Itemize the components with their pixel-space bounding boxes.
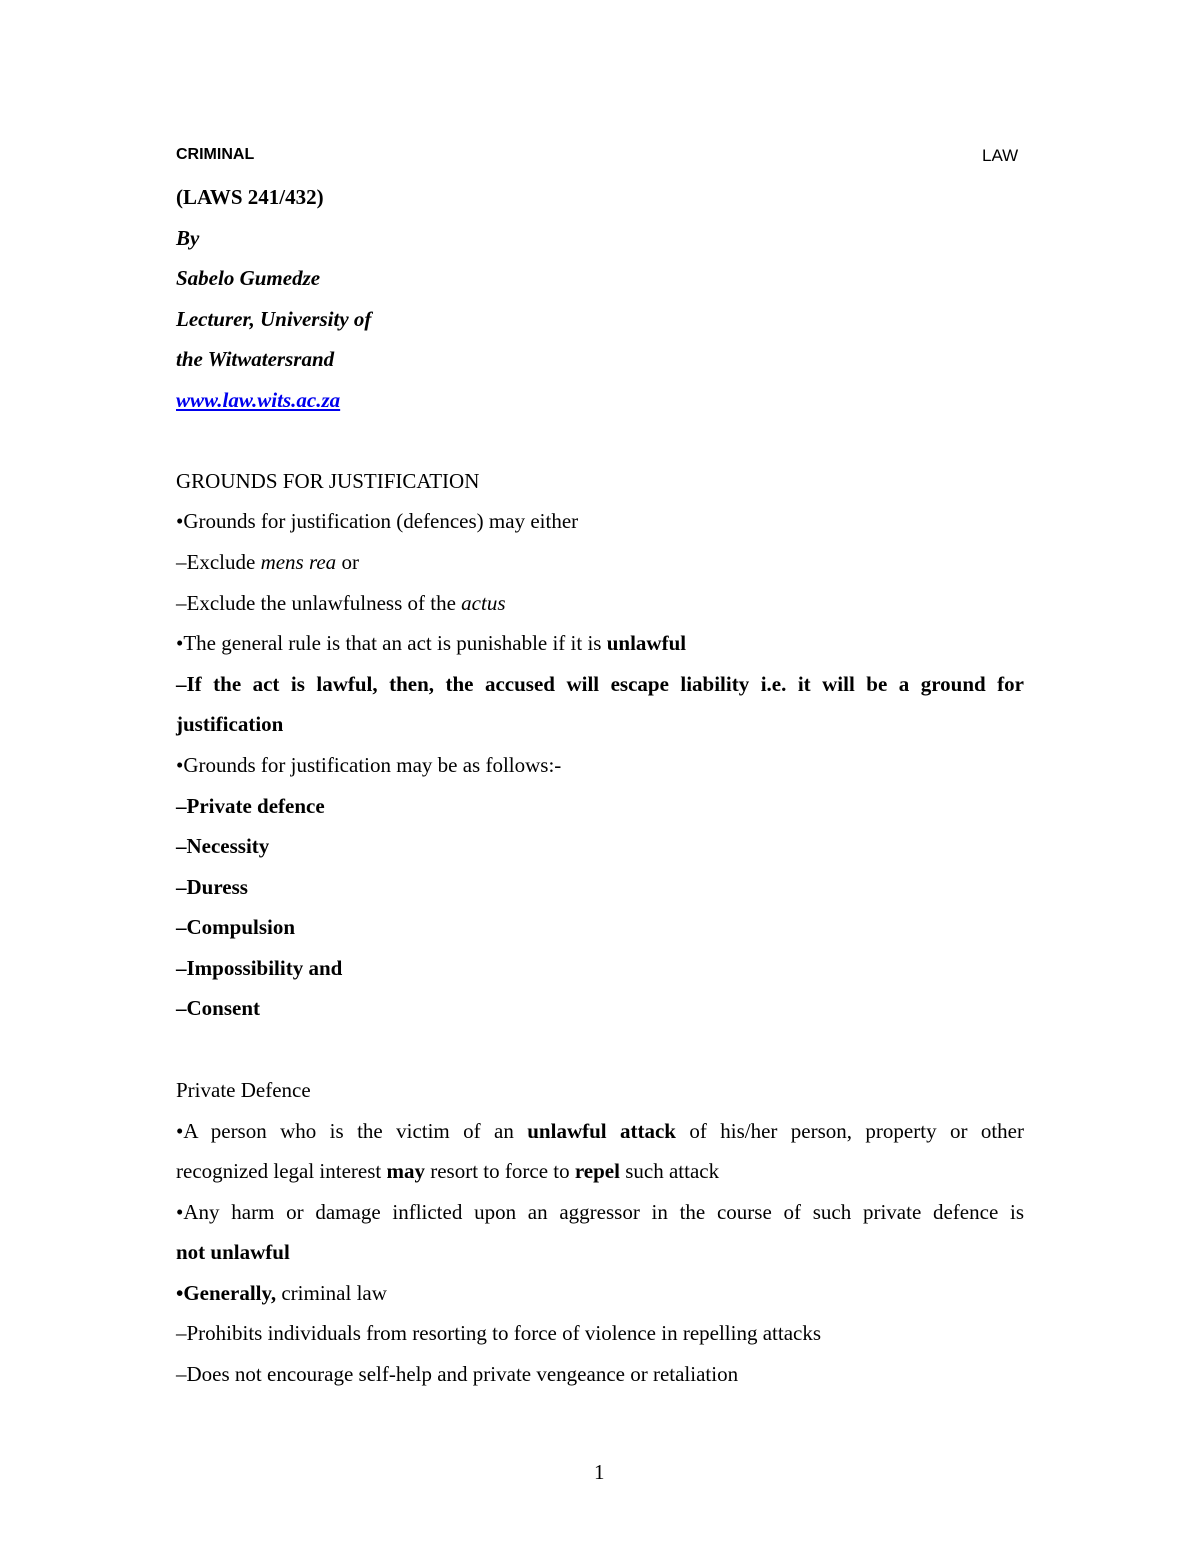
- header-right: LAW: [982, 146, 1019, 165]
- paragraph: –Prohibits individuals from resorting to force of violence in repelling attacks: [176, 1321, 822, 1345]
- list-item: –Necessity: [176, 834, 270, 858]
- paragraph: –Does not encourage self-help and private vengeance or retaliation: [176, 1362, 739, 1386]
- author-name: Sabelo Gumedze: [176, 266, 321, 290]
- header-left: CRIMINAL: [176, 146, 255, 163]
- list-item: –Private defence: [176, 794, 325, 818]
- section-title-justification: GROUNDS FOR JUSTIFICATION: [176, 469, 480, 493]
- list-item: –Impossibility and: [176, 956, 343, 980]
- paragraph: •Grounds for justification may be as follows:-: [176, 753, 562, 777]
- list-item: –Duress: [176, 875, 248, 899]
- page-number: 1: [594, 1460, 605, 1484]
- paragraph: justification: [176, 712, 284, 736]
- list-item: –Compulsion: [176, 915, 296, 939]
- byline-by: By: [176, 226, 200, 250]
- paragraph: •Generally, criminal law: [176, 1281, 387, 1305]
- paragraph: recognized legal interest may resort to force to repel such attack: [176, 1159, 720, 1183]
- paragraph: –Exclude mens rea or: [176, 550, 359, 574]
- paragraph: •Grounds for justification (defences) may either: [176, 509, 579, 533]
- website-link-row: [176, 387, 340, 413]
- paragraph: –Exclude the unlawfulness of the actus: [176, 591, 506, 615]
- paragraph: •The general rule is that an act is punishable if it is unlawful: [176, 631, 687, 655]
- paragraph: •Any harm or damage inflicted upon an aggressor in the course of such private defence is: [176, 1200, 1024, 1224]
- list-item: –Consent: [176, 996, 261, 1020]
- author-institution: the Witwatersrand: [176, 347, 335, 371]
- section-title-private-defence: Private Defence: [176, 1078, 311, 1102]
- author-role: Lecturer, University of: [176, 307, 372, 331]
- paragraph: not unlawful: [176, 1240, 290, 1264]
- paragraph: •A person who is the victim of an unlawful attack of his/her person, property or other: [176, 1119, 1024, 1143]
- course-code: (LAWS 241/432): [176, 185, 324, 209]
- website-link[interactable]: www.law.wits.ac.za: [176, 388, 341, 412]
- paragraph: –If the act is lawful, then, the accused will escape liability i.e. it will be a ground for: [176, 672, 1024, 696]
